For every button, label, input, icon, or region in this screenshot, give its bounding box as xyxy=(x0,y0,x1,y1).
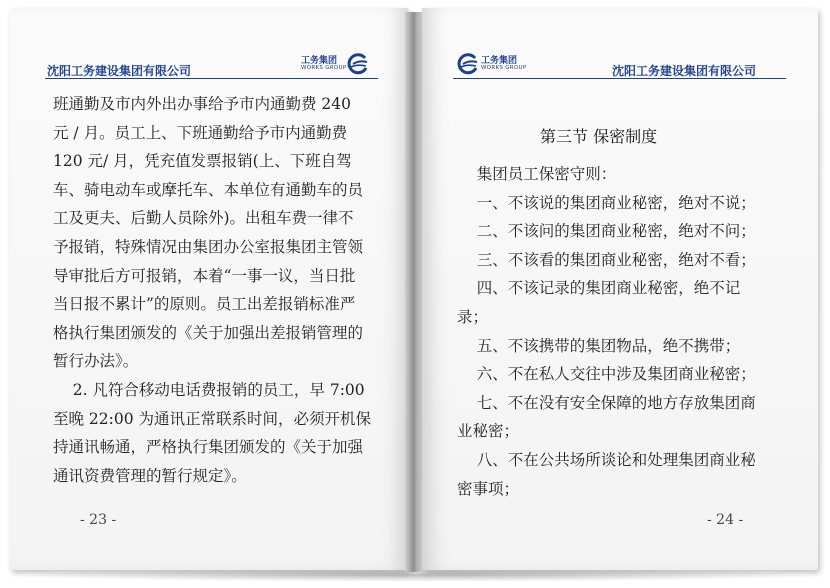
body-line: 二、不该问的集团商业秘密，绝对不问； xyxy=(457,222,756,241)
left-page-number: - 23 - xyxy=(80,512,117,528)
body-line: 暂行办法》。 xyxy=(53,352,139,371)
left-header-rule xyxy=(45,78,378,79)
right-header-company: 沈阳工务建设集团有限公司 xyxy=(612,64,757,78)
body-line: 密事项； xyxy=(457,479,520,498)
body-line: 至晚 22:00 为通讯正常联系时间，必须开机保 xyxy=(53,409,372,428)
logo-text-en: WORKS GROUP xyxy=(481,65,527,71)
body-line: 车、骑电动车或摩托车、本单位有通勤车的员 xyxy=(53,180,364,199)
body-line: 录； xyxy=(457,307,489,326)
left-header-logo xyxy=(301,53,371,79)
body-line: 工及更夫、后勤人员除外)。出租车费一律不 xyxy=(53,209,354,228)
body-line: 集团员工保密守则： xyxy=(457,165,617,183)
left-header-company: 沈阳工务建设集团有限公司 xyxy=(47,64,192,78)
body-line: 四、不该记录的集团商业秘密，绝不记 xyxy=(457,279,741,298)
left-body-text xyxy=(53,90,371,490)
body-line: 一、不该说的集团商业秘密，绝对不说； xyxy=(457,193,756,212)
section-title: 第三节 保密制度 xyxy=(540,127,658,146)
body-line: 予报销，特殊情况由集团办公室报集团主管领 xyxy=(53,237,364,256)
body-line: 五、不该携带的集团物品，绝不携带； xyxy=(457,336,741,355)
logo-text-cn: 工务集团 xyxy=(301,56,338,66)
works-group-emblem-icon xyxy=(455,53,479,75)
logo-text-en: WORKS GROUP xyxy=(301,65,347,71)
right-header-rule xyxy=(453,78,786,79)
body-line: 三、不该看的集团商业秘密，绝对不看； xyxy=(457,250,756,269)
right-page-number: - 24 - xyxy=(707,512,744,528)
right-header-logo xyxy=(455,53,535,79)
works-group-emblem-icon xyxy=(345,53,369,75)
body-line: 八、不在公共场所谈论和处理集团商业秘 xyxy=(457,450,756,469)
body-line: 七、不在没有安全保障的地方存放集团商 xyxy=(457,393,756,412)
body-line: 持通讯畅通，严格执行集团颁发的《关于加强 xyxy=(53,438,364,457)
logo-text-cn: 工务集团 xyxy=(481,56,518,66)
body-line: 通讯资费管理的暂行规定》。 xyxy=(53,466,247,485)
body-line: 六、不在私人交往中涉及集团商业秘密； xyxy=(457,365,756,384)
body-line: 元 / 月。员工上、下班通勤给予市内通勤费 xyxy=(53,123,348,142)
right-body-text xyxy=(457,160,756,503)
body-line: 2. 凡符合移动电话费报销的员工，早 7:00 xyxy=(53,380,365,399)
body-line: 120 元/ 月，凭充值发票报销(上、下班自驾 xyxy=(53,152,352,171)
body-line: 班通勤及市内外出办事给予市内通勤费 240 xyxy=(53,95,352,113)
body-line: 当日报不累计”的原则。员工出差报销标准严 xyxy=(53,295,356,314)
body-line: 格执行集团颁发的《关于加强出差报销管理的 xyxy=(53,323,364,342)
body-line: 业秘密； xyxy=(457,422,520,441)
body-line: 导审批后方可报销，本着“一事一议，当日批 xyxy=(53,266,356,285)
